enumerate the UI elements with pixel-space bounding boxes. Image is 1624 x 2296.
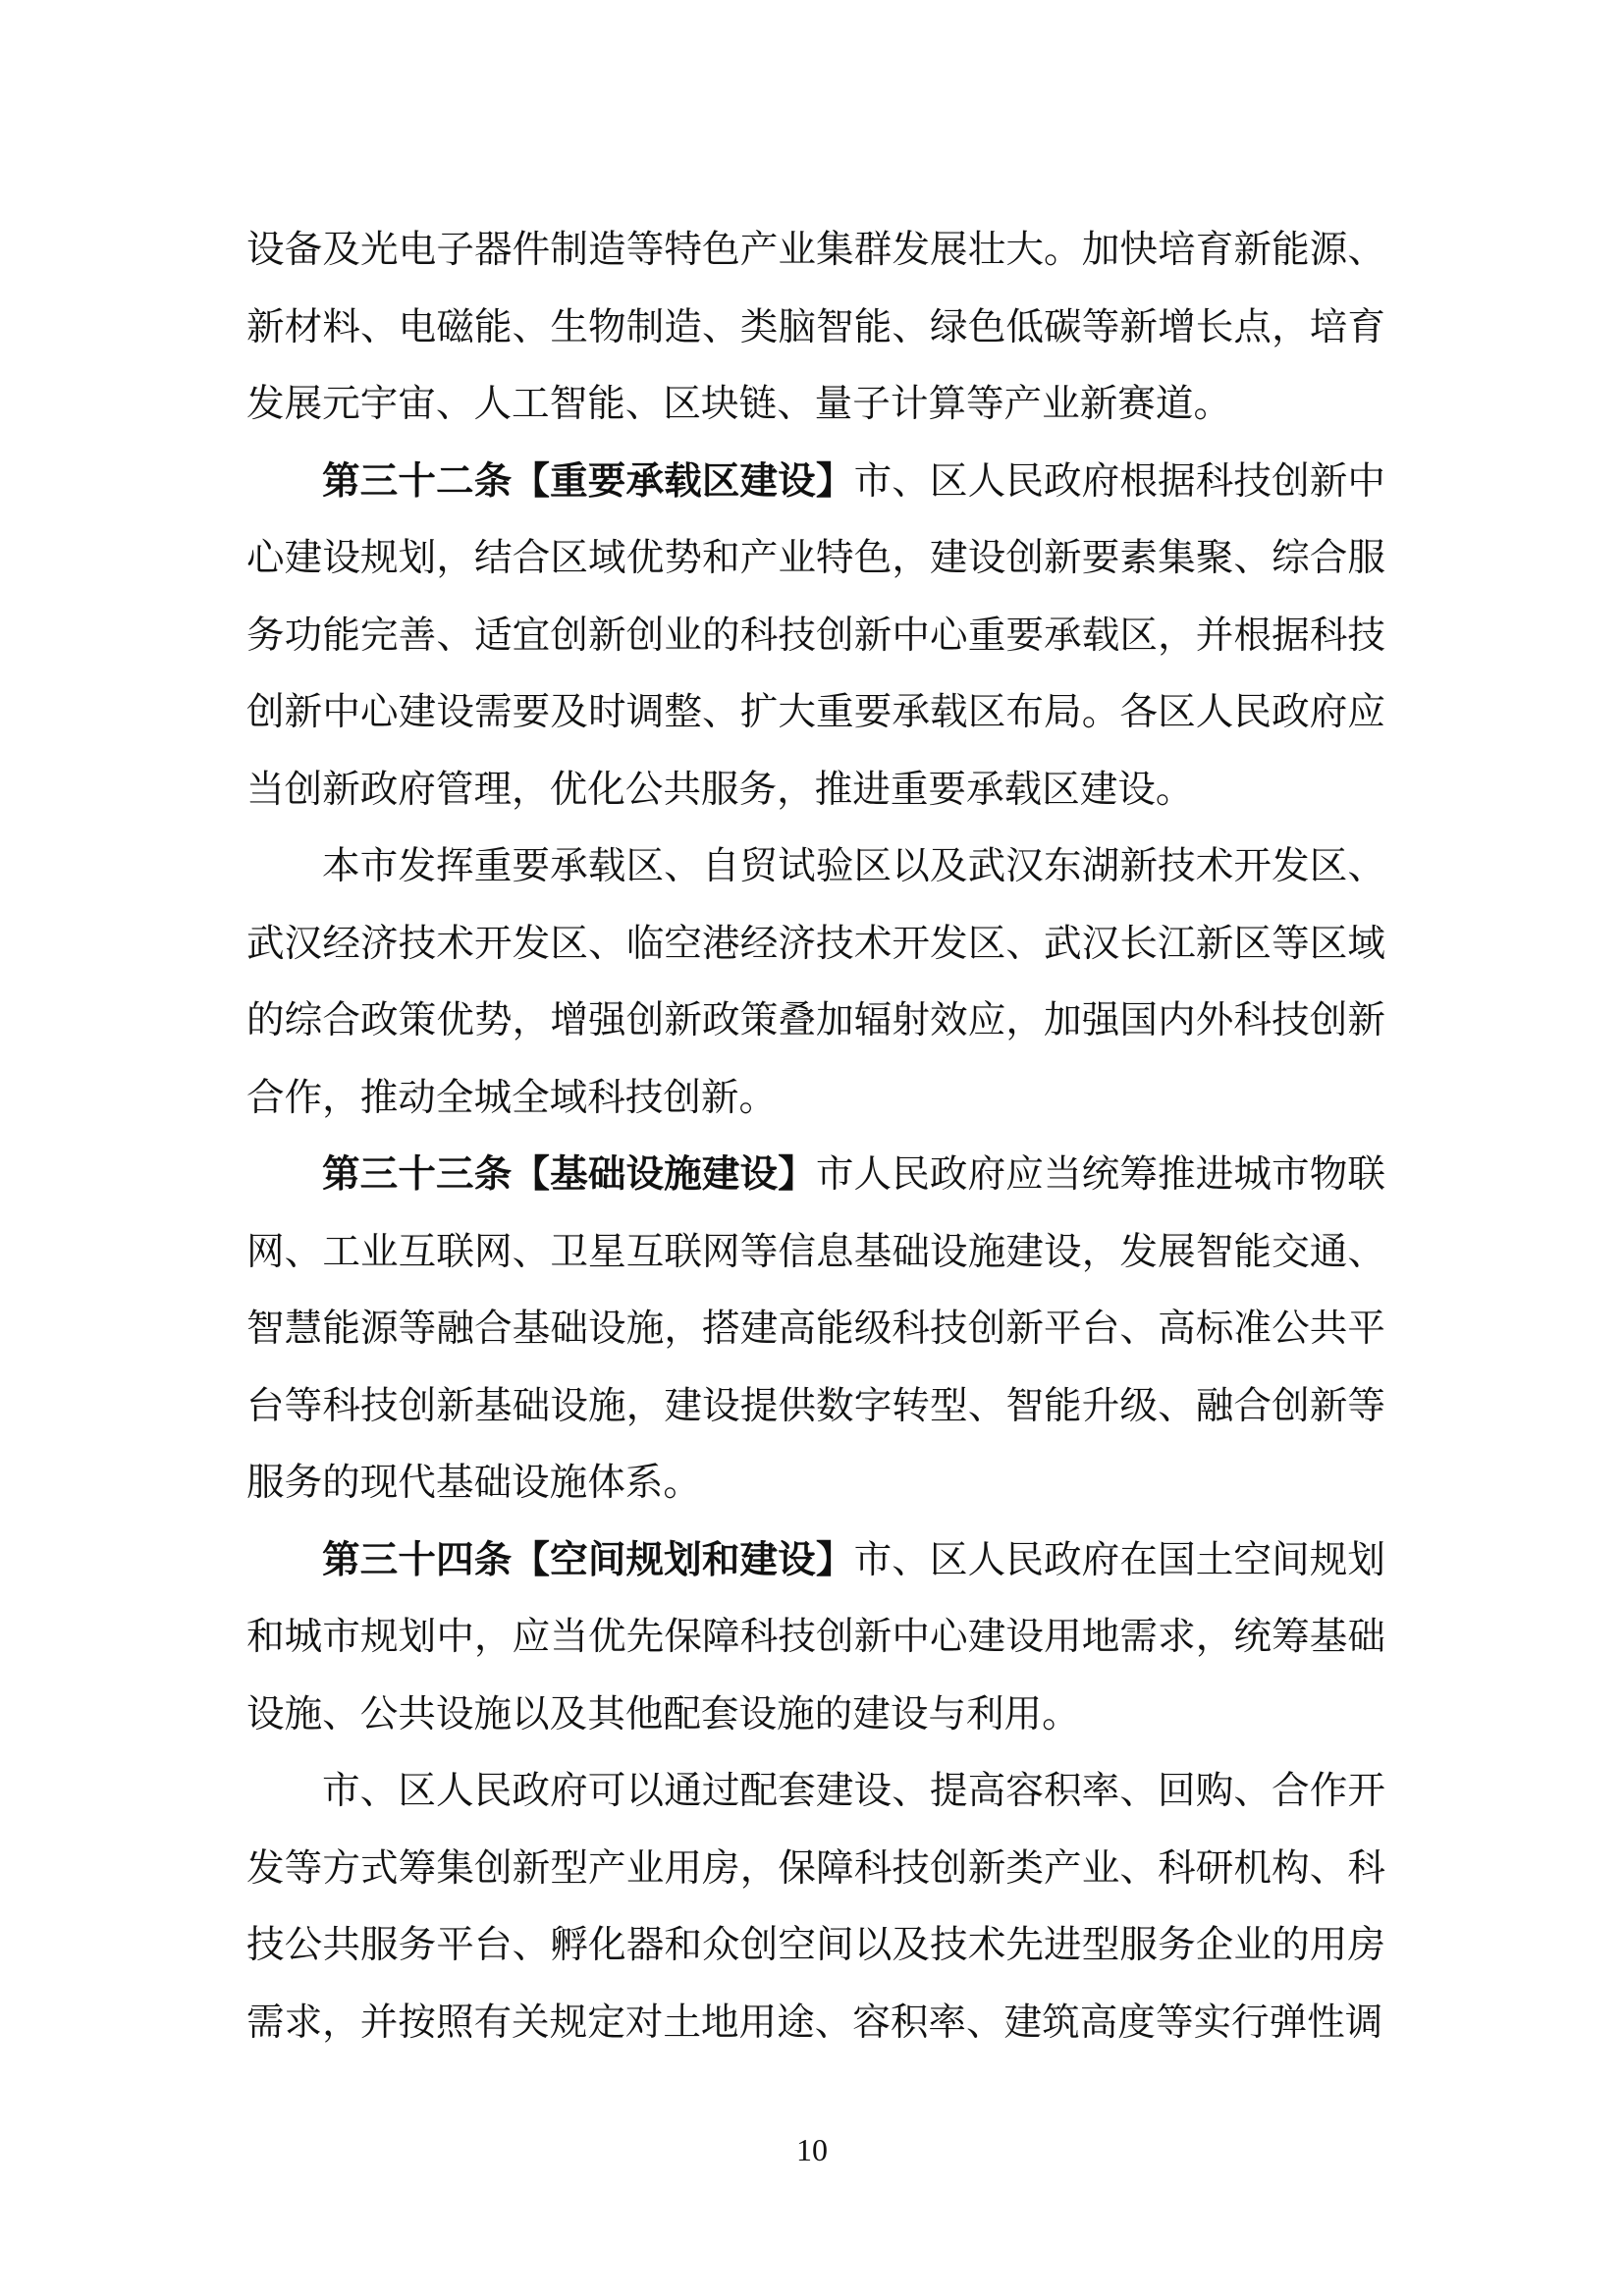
paragraph-text: 市、区人民政府在国土空间规划和城市规划中，应当优先保障科技创新中心建设用地需求，统筹基础设施、公共设施以及其他配套设施的建设与利用。 bbox=[246, 1537, 1386, 1736]
article-34-paragraph-2 bbox=[246, 1753, 1385, 2061]
paragraph-text: 市、区人民政府根据科技创新中心建设规划，结合区域优势和产业特色，建设创新要素集聚、综合服务功能完善、适宜创新创业的科技创新中心重要承载区，并根据科技创新中心建设需要及时调整、扩大重要承载区布局。各区人民政府应当创新政府管理，优化公共服务，推进重要承载区建设。 bbox=[246, 458, 1386, 812]
paragraph-text: 市、区人民政府可以通过配套建设、提高容积率、回购、合作开发等方式筹集创新型产业用房，保障科技创新类产业、科研机构、科技公共服务平台、孵化器和众创空间以及技术先进型服务企业的用房需求，并按照有关规定对土地用途、容积率、建筑高度等实行弹性调 bbox=[246, 1769, 1385, 2045]
article-heading: 第三十四条【空间规划和建设】 bbox=[322, 1537, 854, 1582]
article-34 bbox=[246, 1522, 1385, 1754]
paragraph-text: 本市发挥重要承载区、自贸试验区以及武汉东湖新技术开发区、武汉经济技术开发区、临空港经济技术开发区、武汉长江新区等区域的综合政策优势，增强创新政策叠加辐射效应，加强国内外科技创新合作，推动全城全域科技创新。 bbox=[246, 844, 1385, 1120]
article-33 bbox=[246, 1137, 1385, 1522]
article-heading: 第三十二条【重要承载区建设】 bbox=[322, 458, 854, 504]
page-number: 10 bbox=[796, 2132, 828, 2167]
body-text bbox=[246, 212, 1385, 2061]
paragraph-text: 市人民政府应当统筹推进城市物联网、工业互联网、卫星互联网等信息基础设施建设，发展智能交通、智慧能源等融合基础设施，搭建高能级科技创新平台、高标准公共平台等科技创新基础设施，建设提供数字转型、智能升级、融合创新等服务的现代基础设施体系。 bbox=[246, 1152, 1386, 1505]
paragraph-text: 设备及光电子器件制造等特色产业集群发展壮大。加快培育新能源、新材料、电磁能、生物制造、类脑智能、绿色低碳等新增长点，培育发展元宇宙、人工智能、区块链、量子计算等产业新赛道。 bbox=[246, 228, 1385, 426]
article-32 bbox=[246, 444, 1385, 829]
paragraph-continuation bbox=[246, 212, 1385, 444]
article-32-paragraph-2 bbox=[246, 828, 1385, 1137]
article-heading: 第三十三条【基础设施建设】 bbox=[322, 1152, 816, 1197]
